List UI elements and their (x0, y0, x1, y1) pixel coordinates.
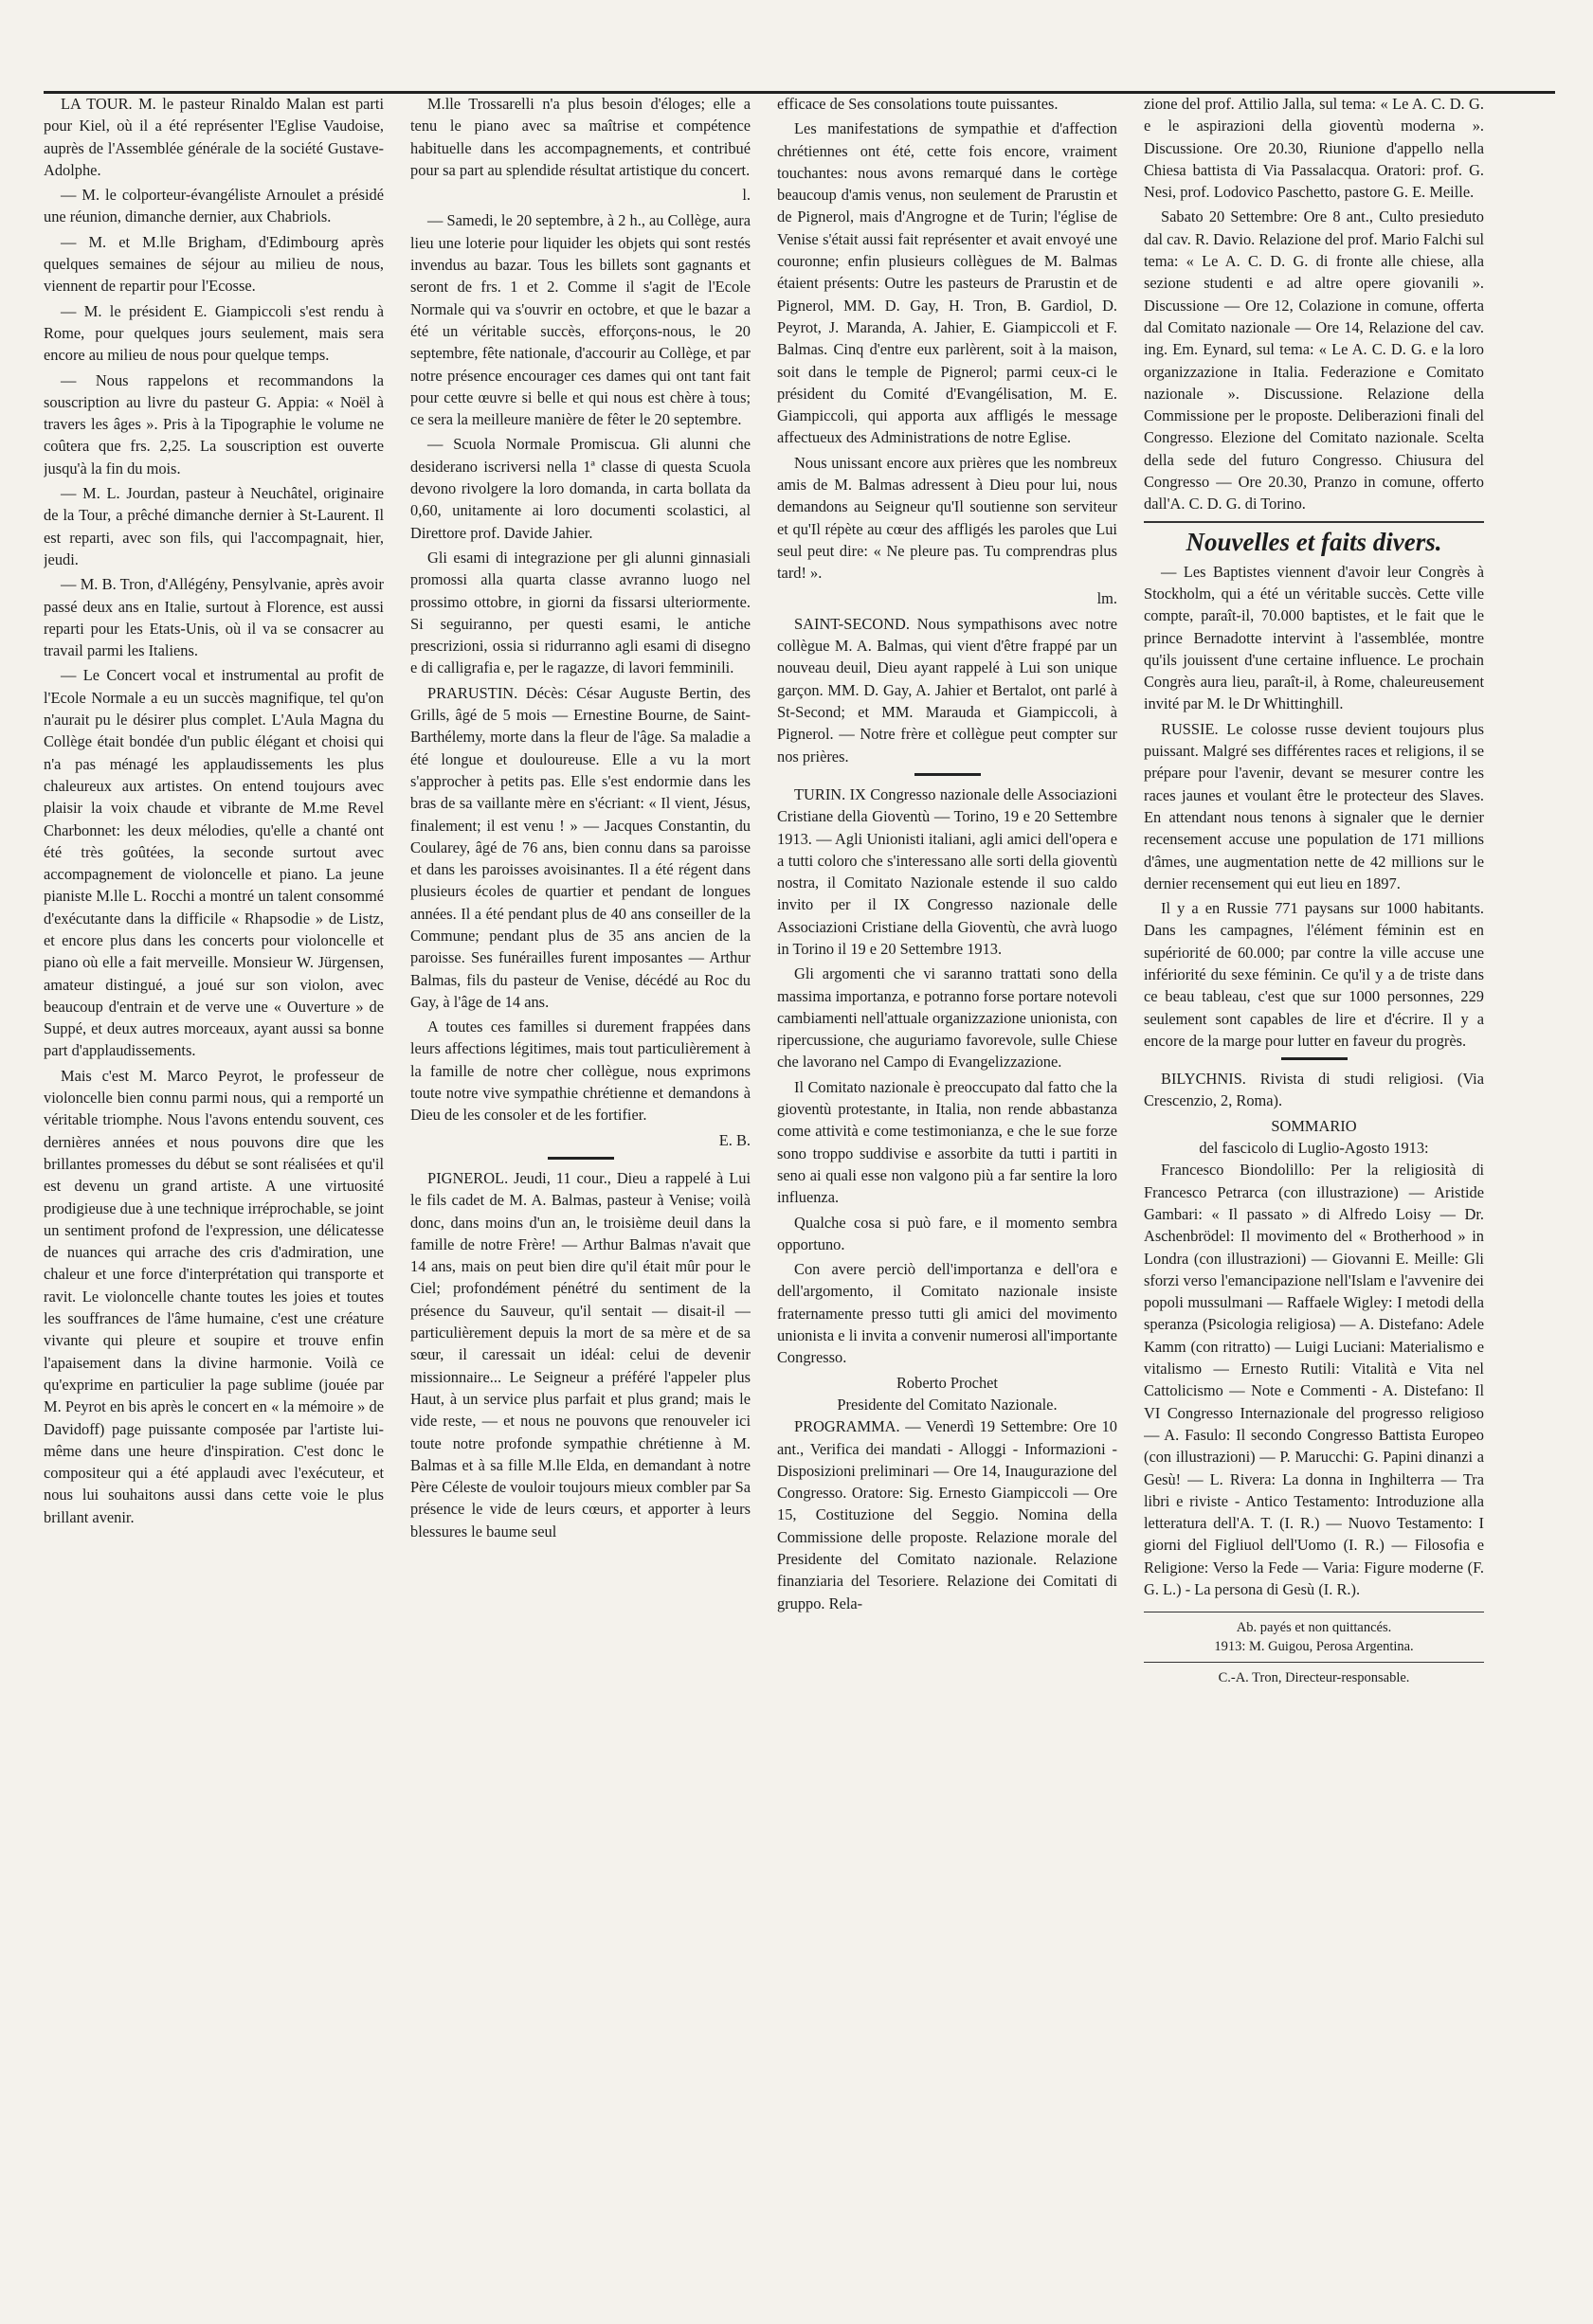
centered-line: del fascicolo di Luglio-Agosto 1913: (1199, 1139, 1429, 1158)
footer-divider (1144, 1662, 1484, 1663)
centered-line: Roberto Prochet (896, 1373, 998, 1392)
article-paragraph: RUSSIE. Le colosse russe devient toujours plus puissant. Malgré ses différentes races et religions, il se prépare pour l'avenir, devant se mesurer contre les races jaunes et voulant être le protecteur des Slaves. En attendant nous tenons à signaler que le dernier recensement accuse une population de 171 millions d'âmes, une augmentation nette de 42 millions sur le dernier recensement qui eut lieu en 1897. (1144, 719, 1484, 892)
article-paragraph: PRARUSTIN. Décès: César Auguste Bertin, des Grills, âgé de 5 mois — Ernestine Bourne, de Saint-Barthélemy, morte dans la fleur de l'âge. Sa maladie a été longue et douloureuse. Elle a vu la mort s'approcher à petits pas. Elle s'est endormie dans les bras de sa vaillante mère en s'écriant: « Il vient, Jésus, finalement; il est venu ! » — Jacques Constantin, du Coularey, âgé de 76 ans, bien connu dans sa paroisse et dans les paroisses avoisinantes. Il a été régent dans plusieurs écoles de quartier et pendant de longues années. Il a été pendant plus de 40 ans conseiller de la Commune; pendant plus de 35 ans ancien de la paroisse. Ses funérailles furent imposantes — Arthur Balmas, fils du pasteur de Venise, décédé au Roc du Gay, à l'âge de 14 ans. (410, 683, 751, 1011)
editor-line: C.-A. Tron, Directeur-responsable. (1218, 1670, 1410, 1686)
article-paragraph: — Les Baptistes viennent d'avoir leur Congrès à Stockholm, qui a été un véritable succès. Cette ville compte, paraît-il, 70.000 baptistes, et le fait que le prince Bernadotte intervint à l'assemblée, montre qu'ils jouissent d'une certaine influence. Le prochain Congrès aura lieu, paraît-il, à Rome, chaleureusement invité par M. le Dr Whittinghill. (1144, 562, 1484, 713)
article-paragraph: — Le Concert vocal et instrumental au profit de l'Ecole Normale a eu un succès magnifique, tel qu'on n'aurait pu le désirer plus complet. L'Aula Magna du Collège était bondée d'un public élégant et choisi qui n'a pas ménagé les applaudissements les plus chaleureux aux artistes. On entend toujours avec plaisir la voix chaude et vibrante de M.me Revel Charbonnet: les deux mélodies, qu'elle a chanté ont été très goûtées, la seconde surtout avec accompagnement de violoncelle et piano. La jeune pianiste M.lle L. Rocchi a montré un talent consommé d'exécutante dans la difficile « Rhapsodie » de Listz, et encore plus dans les concerts pour violoncelle et piano où elle a fait merveille. Monsieur W. Jürgensen, amateur distingué, a joué sur son violon, avec beaucoup d'entrain et de verve une « Ouverture » de Suppé, et deux autres morceaux, ayant aussi sa bonne part d'applaudissements. (44, 666, 384, 1060)
signature: l. (742, 186, 751, 205)
column-2 (410, 93, 751, 2234)
article-paragraph: SAINT-SECOND. Nous sympathisons avec notre collègue M. A. Balmas, qui vient d'être frappé par un nouveau deuil, Dieu ayant rappelé à Lui son unique garçon. MM. D. Gay, A. Jahier et Bertalot, ont parlé à St-Second; et MM. Marauda et Giampiccoli, à Pignerol. — Notre frère et collègue peut compter sur nos prières. (777, 614, 1117, 766)
article-paragraph: Mais c'est M. Marco Peyrot, le professeur de violoncelle bien connu parmi nous, qui a remporté un véritable triomphe. Nous l'avons entendu souvent, ces dernières années et nous pouvons dire que les brillantes promesses du début se sont réalisées et qu'il est devenu un grand artiste. A une virtuosité prodigieuse due à une technique irréprochable, se joint un sentiment profond de l'expression, une délicatesse de nuances qui arrache des cris d'admiration, une chaleur et une force d'interprétation qui transporte et ravit. Le violoncelle chante toutes les joies et toutes les souffrances de l'âme humaine, c'est une créature vivante qui pleure et soupire et trouve enfin l'apaisement dans la divine harmonie. Voilà ce qu'exprime en particulier la page sublime (jouée par M. Peyrot en bis après le concert en « la mémoire » de Davidoff) page puissante composée par l'artiste lui-même dans une heure d'inspiration. C'est donc le compositeur qui a été applaudi avec l'exécuteur, et nous lui souhaitons aussi dans cette voie le plus brillant avenir. (44, 1066, 384, 1526)
article-paragraph: TURIN. IX Congresso nazionale delle Associazioni Cristiane della Gioventù — Torino, 19 e 20 Settembre 1913. — Agli Unionisti italiani, agli amici dell'opera e a tutti coloro che s'interessano alle sorti della gioventù nostra, il Comitato Nazionale estende il suo caldo invito per il IX Congresso nazionale delle Associazioni Cristiane della Gioventù, che avrà luogo in Torino il 19 e 20 Settembre 1913. (777, 784, 1117, 958)
article-paragraph: — M. et M.lle Brigham, d'Edimbourg après quelques semaines de séjour au milieu de nous, viennent de repartir pour l'Ecosse. (44, 232, 384, 296)
article-paragraph: — Samedi, le 20 septembre, à 2 h., au Collège, aura lieu une loterie pour liquider les objets qui sont restés invendus au bazar. Tous les billets sont gagnants et seront de frs. 1 et 2. Comme il s'agit de l'Ecole Normale qui va s'ouvrir en octobre, et que le bazar a été un véritable succès, efforçons-nous, le 20 septembre, fête nationale, d'accourir au Collège, et par notre présence encourager ces dames qui ont tant fait pour cette œuvre si belle et qui nous est chère à tous; ce sera la meilleure manière de fêter le 20 septembre. (410, 211, 751, 429)
article-paragraph: M.lle Trossarelli n'a plus besoin d'éloges; elle a tenu le piano avec sa maîtrise et compétence habituelle dans les accompagnements, et contribué pour sa part au splendide résultat artistique du concert. (410, 95, 751, 179)
signature: lm. (1096, 588, 1117, 607)
article-paragraph: Gli argomenti che vi saranno trattati sono della massima importanza, e potranno forse portare notevoli cambiamenti nell'attuale organizzazione unionista, con ripercussione, che auguriamo favorevole, sulle Chiese che lavorano nel Campo di Evangelizzazione. (777, 964, 1117, 1072)
column-1 (44, 93, 384, 2234)
footer-line: 1913: M. Guigou, Perosa Argentina. (1214, 1639, 1414, 1655)
article-paragraph: PROGRAMMA. — Venerdì 19 Settembre: Ore 10 ant., Verifica dei mandati - Alloggi - Informazioni - Disposizioni preliminari — Ore 14, Inaugurazione del Congresso. Oratore: Sig. Ernesto Giampiccoli — Ore 15, Costituzione del Seggio. Nomina della Commissione delle proposte. Relazione morale del Presidente del Comitato nazionale. Relazione finanziaria del Tesoriere. Relazione dei Comitati di gruppo. Rela- (777, 1417, 1117, 1612)
article-paragraph: — Nous rappelons et recommandons la souscription au livre du pasteur G. Appia: « Noël à travers les âges ». Pris à la Tipographie le volume ne coûtera que frs. 2,25. La souscription est ouverte jusqu'à la fin du mois. (44, 370, 384, 477)
section-separator (914, 773, 981, 776)
article-paragraph: — M. B. Tron, d'Allégény, Pensylvanie, après avoir passé deux ans en Italie, surtout à Florence, est aussi reparti pour les Etats-Unis, où il va se consacrer au travail parmi les Italiens. (44, 575, 384, 660)
article-paragraph: Il Comitato nazionale è preoccupato dal fatto che la gioventù protestante, in Italia, non rende abbastanza come attività e come testimonianza, e che le sue forze sono troppo suddivise e assorbite da tutti i partiti in seno ai quali esse non valgono più a far sentire la loro influenza. (777, 1077, 1117, 1207)
columns (44, 93, 1555, 2234)
article-paragraph: — M. le colporteur-évangéliste Arnoulet a présidé une réunion, dimanche dernier, aux Chabriols. (44, 186, 384, 226)
article-paragraph: Il y a en Russie 771 paysans sur 1000 habitants. Dans les campagnes, l'élément féminin est en supériorité de 60.000; par contre la ville accuse une infériorité du sexe féminin. Ce qu'il y a de triste dans ce beau tableau, c'est que sur 1000 personnes, 229 seulement sont capables de lire et d'écrire. Il y a encore de la marge pour lutter en faveur du progrès. (1144, 899, 1484, 1050)
footer-box (1144, 1612, 1484, 1687)
article-paragraph: — M. le président E. Giampiccoli s'est rendu à Rome, pour quelques jours seulement, mais sera encore au milieu de nous pour quelque temps. (44, 301, 384, 365)
centered-line: SOMMARIO (1271, 1116, 1357, 1135)
signature: E. B. (718, 1130, 751, 1149)
article-paragraph: Les manifestations de sympathie et d'affection chrétiennes ont été, cette fois encore, vraiment touchantes: nous avons remarqué dans le cortège beaucoup d'amis venus, non seulement de Prarustin et de Pignerol, mais d'Angrogne et de Turin; l'église de Venise s'était aussi fait représenter et avait envoyé une couronne; enfin plusieurs collègues de M. Balmas étaient présents: Outre les pasteurs de Prarustin et de Pignerol, MM. D. Gay, H. Tron, B. Gardiol, D. Peyrot, J. Maranda, A. Jahier, E. Giampiccoli et F. Balmas. Cinq d'entre eux parlèrent, soit à la maison, soit dans le temple de Pignerol; parmi ceux-ci le président du Comité d'Evangélisation, M. E. Giampiccoli, qui apporta aux affligés le message affectueux des Administrations de notre Eglise. (777, 119, 1117, 447)
section-heading: Nouvelles et faits divers. (1144, 521, 1484, 557)
article-paragraph: Qualche cosa si può fare, e il momento sembra opportuno. (777, 1213, 1117, 1253)
article-paragraph: Nous unissant encore aux prières que les nombreux amis de M. Balmas adressent à Dieu pour lui, nous demandons au Seigneur qu'Il soutienne son serviteur et qu'Il répète au cœur des affligés les paroles que Lui seul peut dire: « Ne pleure pas. Tu comprendras plus tard! ». (777, 453, 1117, 583)
article-paragraph: A toutes ces familles si durement frappées dans leurs affections légitimes, mais tout particulièrement à la famille de notre cher collègue, nous exprimons toute notre vive sympathie chrétienne et demandons à Dieu de les consoler et de les fortifier. (410, 1018, 751, 1125)
article-paragraph: Sabato 20 Settembre: Ore 8 ant., Culto presieduto dal cav. R. Davio. Relazione del prof. Mario Falchi sul tema: « Le A. C. D. G. di fronte alle chiese, alla sezione studenti e ad altre opere giovanili ». Discussione — Ore 12, Colazione in comune, offerta dal Comitato nazionale — Ore 14, Relazione del cav. ing. Em. Eynard, sul tema: « Le A. C. D. G. e la loro organizzazione in Italia. Federazione e Comitato nazionale ». Discussione. Relazione della Commissione per le proposte. Deliberazioni finali del Congresso. Elezione del Comitato nazionale. Scelta della sede del futuro Congresso. Chiusura del Congresso — Ore 20.30, Pranzo in comune, offerto dall'A. C. D. G. di Torino. (1144, 207, 1484, 513)
article-paragraph: Con avere perciò dell'importanza e dell'ora e dell'argomento, il Comitato nazionale insiste fraternamente presso tutti gli amici del movimento unionista e li invita a convenir numerosi all'importante Congresso. (777, 1260, 1117, 1367)
section-separator (1281, 1057, 1348, 1060)
article-paragraph: PIGNEROL. Jeudi, 11 cour., Dieu a rappelé à Lui le fils cadet de M. A. Balmas, pasteur à Venise; voilà donc, dans moins d'un an, le troisième deuil dans la famille de notre Frère! — Arthur Balmas n'avait que 14 ans, mais on peut bien dire qu'il était mûr pour le Ciel; profondément pénétré du sentiment de la présence du Sauveur, qu'il sentait — disait-il — particulièrement depuis la mort de sa mère et de sa sœur, il caressait un idéal: celui de devenir missionnaire... Le Seigneur a préféré l'appeler plus Haut, à un service plus parfait et plus grand; mais le vide reste, — et nous ne pouvons que renouveler ici toute notre profonde sympathie chrétienne à M. Balmas et à sa fille M.lle Elda, en demandant à notre Père Céleste de vouloir toujours mieux combler par Sa présence le vide de leurs cœurs, et apporter à leurs blessures le baume seul (410, 1168, 751, 1540)
article-paragraph: — M. L. Jourdan, pasteur à Neuchâtel, originaire de la Tour, a prêché dimanche dernier à St-Laurent. Il est reparti, avec son fils, qui l'accompagnait, hier, jeudi. (44, 484, 384, 568)
article-paragraph: — Scuola Normale Promiscua. Gli alunni che desiderano iscriversi nella 1ª classe di questa Scuola devono rivolgere la loro domanda, in carta bollata da 0,60, unitamente ai loro documenti scolastici, al Direttore prof. Davide Jahier. (410, 435, 751, 542)
article-paragraph: Gli esami di integrazione per gli alunni ginnasiali promossi alla quarta classe avranno luogo nel prossimo ottobre, in giorni da fissarsi ulteriormente. Si seguiranno, per questi esami, le antiche prescrizioni, ossia si ridurranno agli esami di disegno e di calligrafia e, per le ragazze, di lavori femminili. (410, 548, 751, 677)
article-paragraph: efficace de Ses consolations toute puissantes. (777, 95, 1059, 113)
article-paragraph: Francesco Biondolillo: Per la religiosità di Francesco Petrarca (con illustrazione) — Aristide Gambari: « Il passato » di Alfredo Loisy — Dr. Aschenbrödel: Il movimento del « Brotherhood » in Londra (con illustrazioni) — Giovanni E. Meille: Gli sforzi verso l'emancipazione nell'Islam e l'avvenire dei popoli mussulmani — Raffaele Wigley: I metodi della speranza (Psicologia religiosa) — A. Distefano: Adele Kamm (con ritratto) — Luigi Luciani: Materialismo e vitalismo — Ernesto Rutili: Vitalità e Vita nel Cattolicismo — Note e Commenti - A. Distefano: Il VI Congresso Internazionale del progresso religioso — A. Fasulo: Il secondo Congresso Battista Europeo (con illustrazioni) — P. Marucchi: G. Papini dinanzi a Gesù! — L. Rivera: La donna in Inghilterra — Tra libri e riviste - Antico Testamento: Introduzione alla letteratura dell'A. T. (I. R.) — Nuovo Testamento: I giorni del Figliuol dell'Uomo (I. R.) — Filosofia e Religione: Verso la Fede — Varia: Figure moderne (F. G. L.) - La persona di Gesù (I. R.). (1144, 1161, 1484, 1598)
column-3 (777, 93, 1117, 2234)
footer-heading: Ab. payés et non quittancés. (1236, 1620, 1392, 1636)
centered-line: Presidente del Comitato Nazionale. (837, 1395, 1058, 1414)
column-4-blocks (1144, 93, 1484, 1600)
article-paragraph: zione del prof. Attilio Jalla, sul tema: « Le A. C. D. G. e le aspirazioni della gioventù moderna ». Discussione. Ore 20.30, Riunione d'appello nella Chiesa battista di Via Passalacqua. Oratori: prof. G. Nesi, prof. Lodovico Paschetto, pastore G. E. Meille. (1144, 95, 1484, 202)
section-separator (548, 1157, 614, 1160)
article-paragraph: LA TOUR. M. le pasteur Rinaldo Malan est parti pour Kiel, où il a été représenter l'Eglise Vaudoise, auprès de l'Assemblée générale de la société Gustave-Adolphe. (44, 95, 384, 179)
article-paragraph: BILYCHNIS. Rivista di studi religiosi. (Via Crescenzio, 2, Roma). (1144, 1070, 1484, 1110)
column-4 (1144, 93, 1484, 2234)
